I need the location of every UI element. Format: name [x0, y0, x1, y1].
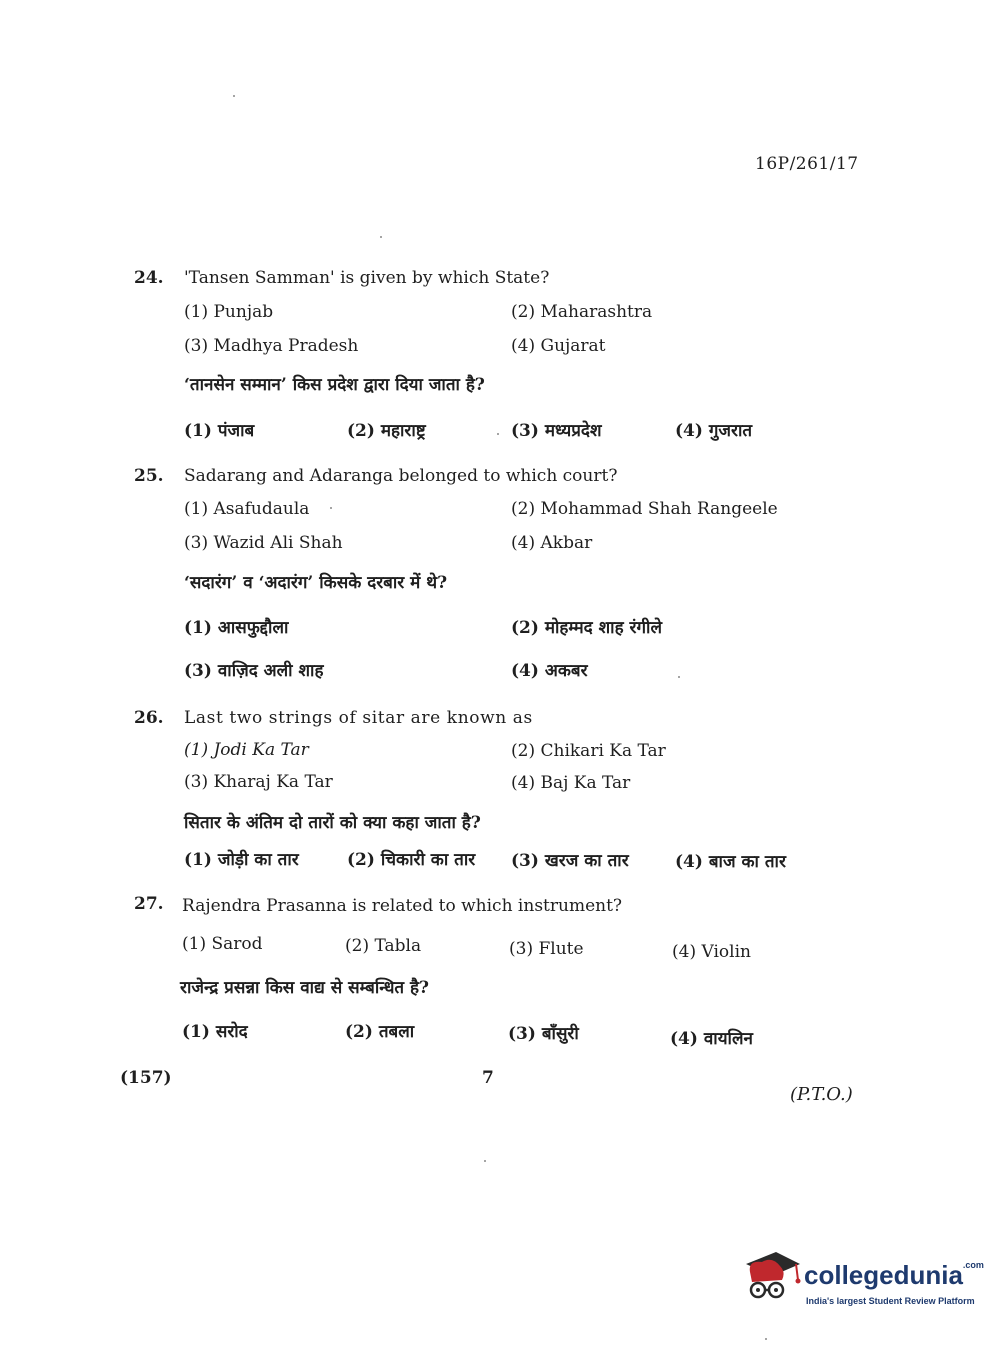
question-text: Rajendra Prasanna is related to which instrument?	[182, 896, 623, 916]
hindi-option: (1) आसफुद्दौला	[184, 618, 289, 638]
hindi-option: (3) खरज का तार	[511, 851, 629, 871]
hindi-option: (2) मोहम्मद शाह रंगीले	[511, 618, 662, 638]
question-number: 27.	[134, 894, 164, 914]
pto-label: (P.T.O.)	[790, 1084, 853, 1105]
booklet-code: (157)	[120, 1068, 172, 1088]
hindi-option: (3) वाज़िद अली शाह	[184, 661, 324, 681]
option: (1) Sarod	[182, 934, 263, 954]
hindi-option: (1) जोड़ी का तार	[184, 850, 299, 870]
hindi-option: (4) वायलिन	[670, 1029, 753, 1049]
hindi-option: (3) मध्यप्रदेश	[511, 421, 602, 441]
page-number: 7	[482, 1068, 494, 1088]
hindi-question-text: ‘सदारंग’ व ‘अदारंग’ किसके दरबार में थे?	[184, 573, 448, 593]
collegedunia-logo-icon	[740, 1250, 802, 1310]
question-number: 24.	[134, 268, 164, 288]
hindi-option: (1) पंजाब	[184, 421, 255, 441]
scan-speck	[678, 676, 680, 678]
scan-speck	[330, 507, 332, 509]
hindi-option: (1) सरोद	[182, 1022, 248, 1042]
option: (4) Gujarat	[511, 336, 606, 356]
hindi-option: (4) अकबर	[511, 661, 588, 681]
paper-code: 16P/261/17	[755, 154, 859, 174]
option: (1) Punjab	[184, 302, 274, 322]
hindi-option: (4) बाज का तार	[675, 852, 786, 872]
option: (2) Chikari Ka Tar	[511, 741, 666, 761]
option: (4) Violin	[672, 942, 751, 962]
hindi-option: (2) तबला	[345, 1022, 415, 1042]
question-text: Last two strings of sitar are known as	[184, 708, 533, 728]
option: (2) Tabla	[345, 936, 422, 956]
hindi-question-text: ‘तानसेन सम्मान’ किस प्रदेश द्वारा दिया जाता है?	[184, 375, 485, 395]
question-number: 25.	[134, 466, 164, 486]
option: (4) Baj Ka Tar	[511, 773, 631, 793]
question-number: 26.	[134, 708, 164, 728]
option: (2) Maharashtra	[511, 302, 653, 322]
option: (1) Asafudaula	[184, 499, 310, 519]
hindi-question-text: सितार के अंतिम दो तारों को क्या कहा जाता है?	[184, 813, 481, 833]
hindi-option: (2) महाराष्ट्र	[347, 421, 426, 441]
option: (4) Akbar	[511, 533, 593, 553]
scan-speck	[380, 236, 382, 238]
question-text: 'Tansen Samman' is given by which State?	[184, 268, 550, 288]
brand-tagline: India's largest Student Review Platform	[806, 1296, 975, 1306]
scan-speck	[233, 95, 235, 97]
scan-speck	[484, 1160, 486, 1162]
option: (3) Madhya Pradesh	[184, 336, 359, 356]
hindi-option: (2) चिकारी का तार	[347, 850, 476, 870]
option: (3) Flute	[509, 939, 584, 959]
hindi-option: (4) गुजरात	[675, 421, 753, 441]
brand-name: collegedunia$^{.com}$	[804, 1260, 984, 1290]
option: (1) Jodi Ka Tar	[184, 740, 309, 760]
scan-speck	[497, 433, 499, 435]
option: (2) Mohammad Shah Rangeele	[511, 499, 778, 519]
hindi-question-text: राजेन्द्र प्रसन्ना किस वाद्य से सम्बन्धित है?	[180, 978, 429, 998]
option: (3) Kharaj Ka Tar	[184, 772, 333, 792]
scan-speck	[765, 1338, 767, 1340]
option: (3) Wazid Ali Shah	[184, 533, 343, 553]
hindi-option: (3) बाँसुरी	[508, 1024, 579, 1044]
question-text: Sadarang and Adaranga belonged to which court?	[184, 466, 618, 486]
